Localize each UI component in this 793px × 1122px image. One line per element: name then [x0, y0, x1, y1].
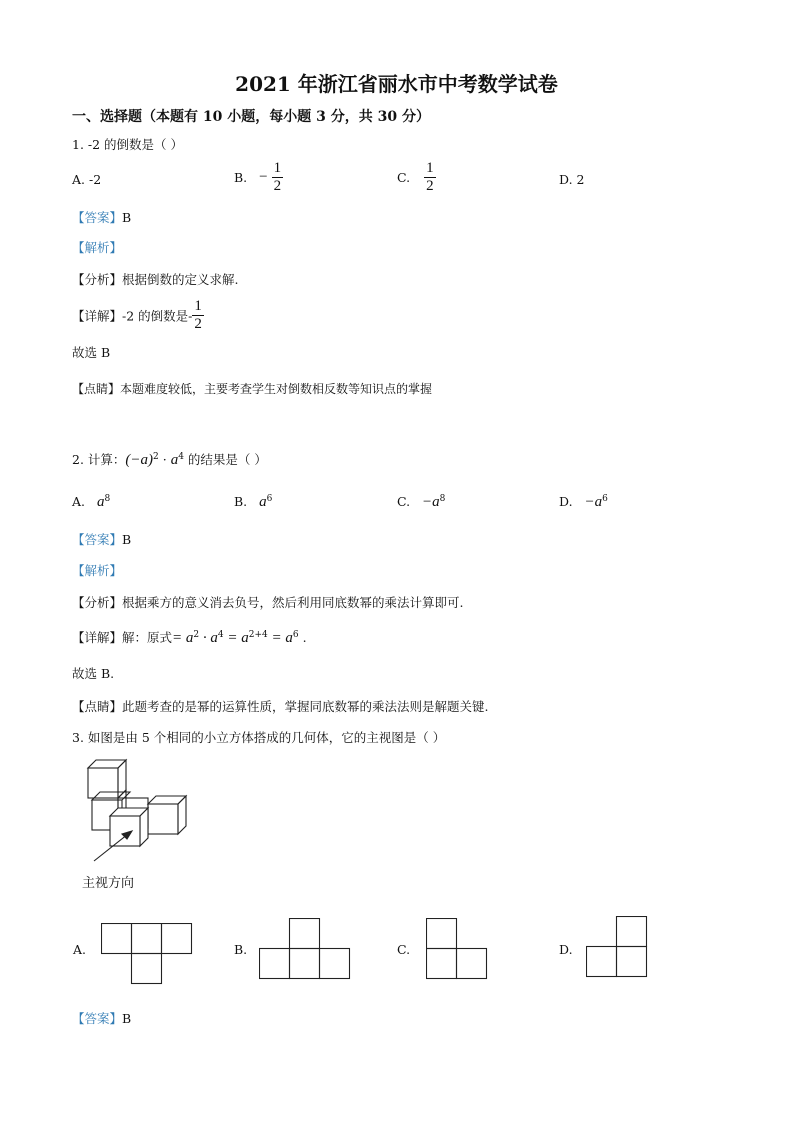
q2-b-exp: 6 — [266, 494, 273, 504]
right-cube-top-face — [148, 796, 186, 804]
q3-stem: 3. 如图是由 5 个相同的小立方体搭成的几何体，它的主视图是（ ） — [72, 730, 446, 745]
q1-answer-tag: 【答案】 — [72, 210, 123, 225]
q2-detail-e2: 4 — [217, 629, 224, 640]
q2-detail-e3: 2+4 — [248, 629, 268, 640]
q3-answer — [72, 1009, 131, 1027]
q2-d-exp: 6 — [602, 494, 608, 504]
q2-c-exp: 8 — [439, 494, 446, 504]
q3-a-label: A. — [73, 942, 87, 957]
q1-choose: 故选 B — [72, 345, 111, 360]
q1-dianjing: 【点睛】本题难度较低，主要考查学生对倒数相反数等知识点的掌握 — [72, 382, 433, 396]
q2-option-c — [397, 494, 445, 511]
q3-option-a-figure — [101, 923, 193, 985]
section-heading: 一、选择题（本题有 10 小题，每小题 3 分，共 30 分） — [72, 109, 430, 125]
q1-option-d: D. 2 — [559, 172, 585, 187]
q1-detail-den: 2 — [194, 316, 202, 332]
q1-detail-text: 【详解】-2 的倒数是- — [72, 308, 193, 324]
q2-stem-a: a — [170, 452, 179, 468]
q2-detail-expr: = a — [172, 630, 194, 646]
q2-a-base: a — [96, 494, 105, 511]
q2-detail-mid: · a — [199, 630, 218, 646]
q2-detail-prefix: 【详解】解：原式 — [72, 630, 173, 645]
q1-answer — [72, 208, 131, 226]
q2-detail — [72, 628, 307, 647]
q1-option-a: A. -2 — [72, 172, 102, 187]
q2-choose: 故选 B. — [72, 666, 115, 681]
q2-d-base: −a — [584, 494, 603, 511]
q3-c-label: C. — [397, 942, 411, 957]
q3-option-d-figure — [586, 916, 648, 978]
q1-c-den: 2 — [426, 178, 434, 194]
q2-detail-end: . — [298, 630, 307, 645]
q1-fenxi: 【分析】根据倒数的定义求解. — [72, 272, 239, 287]
right-cube-side-face — [178, 796, 186, 834]
q1-b-sign: − — [259, 169, 268, 185]
q2-stem-dot: · — [158, 452, 171, 467]
q3-view-label: 主视方向 — [82, 876, 135, 891]
q2-answer-tag: 【答案】 — [72, 532, 123, 547]
q2-b-base: a — [259, 494, 267, 511]
q2-stem-base: (−a) — [125, 452, 154, 468]
q3-answer-tag: 【答案】 — [72, 1011, 123, 1026]
q1-b-den: 2 — [273, 178, 282, 194]
q2-c-label: C. — [397, 494, 411, 510]
right-cube-front-face — [148, 804, 178, 834]
top-cube-top-face — [88, 760, 126, 768]
q2-option-d — [559, 494, 608, 511]
q1-b-fraction — [272, 160, 284, 195]
left-cube-top-face — [92, 792, 130, 800]
q2-stem-suffix: 的结果是（ ） — [183, 452, 267, 467]
q1-b-label: B. — [234, 170, 248, 185]
q2-option-b — [234, 494, 272, 511]
q2-detail-e4: 6 — [292, 629, 299, 640]
q2-detail-eq3: = a — [267, 630, 293, 646]
q3-d-label: D. — [559, 942, 573, 957]
q3-b-label: B. — [234, 942, 248, 957]
q1-c-label: C. — [397, 170, 411, 185]
q2-d-label: D. — [559, 494, 573, 510]
top-cube-front-face — [88, 768, 118, 798]
page-title: 2021 年浙江省丽水市中考数学试卷 — [235, 72, 558, 96]
q2-detail-eq2: = a — [223, 630, 249, 646]
q2-stem — [72, 450, 267, 469]
front-cube-front-face — [110, 816, 140, 846]
q2-stem-prefix: 2. 计算： — [72, 452, 126, 467]
q2-a-exp: 8 — [104, 494, 111, 504]
q2-analysis-tag: 【解析】 — [72, 563, 123, 578]
q1-c-fraction — [424, 160, 436, 195]
q1-option-c — [397, 160, 436, 195]
q2-stem-exp1: 2 — [153, 451, 159, 462]
q2-answer-value: B — [122, 532, 132, 547]
q2-stem-exp2: 4 — [178, 451, 184, 462]
q2-c-base: −a — [422, 494, 440, 511]
q1-option-b — [234, 160, 283, 195]
q1-stem: 1. -2 的倒数是（ ） — [72, 137, 184, 152]
q2-b-label: B. — [234, 494, 248, 510]
q3-option-c-figure — [426, 918, 488, 980]
q2-fenxi: 【分析】根据乘方的意义消去负号，然后利用同底数幂的乘法计算即可. — [72, 595, 464, 610]
q3-answer-value: B — [122, 1011, 132, 1026]
q3-solid-figure — [80, 758, 210, 863]
q1-c-num: 1 — [426, 160, 434, 176]
q3-option-b-figure — [259, 918, 351, 980]
q1-answer-value: B — [122, 210, 132, 225]
q1-detail-num: 1 — [194, 298, 202, 314]
q2-answer — [72, 530, 131, 548]
q2-a-label: A. — [72, 494, 86, 510]
q1-detail — [72, 298, 204, 333]
q2-detail-e1: 2 — [193, 629, 200, 640]
q1-analysis-tag: 【解析】 — [72, 240, 123, 255]
q2-option-a — [72, 494, 110, 511]
q1-b-num: 1 — [273, 160, 282, 176]
q2-dianjing: 【点睛】此题考查的是幂的运算性质，掌握同底数幂的乘法法则是解题关键. — [72, 699, 489, 714]
q1-detail-fraction — [192, 298, 204, 333]
